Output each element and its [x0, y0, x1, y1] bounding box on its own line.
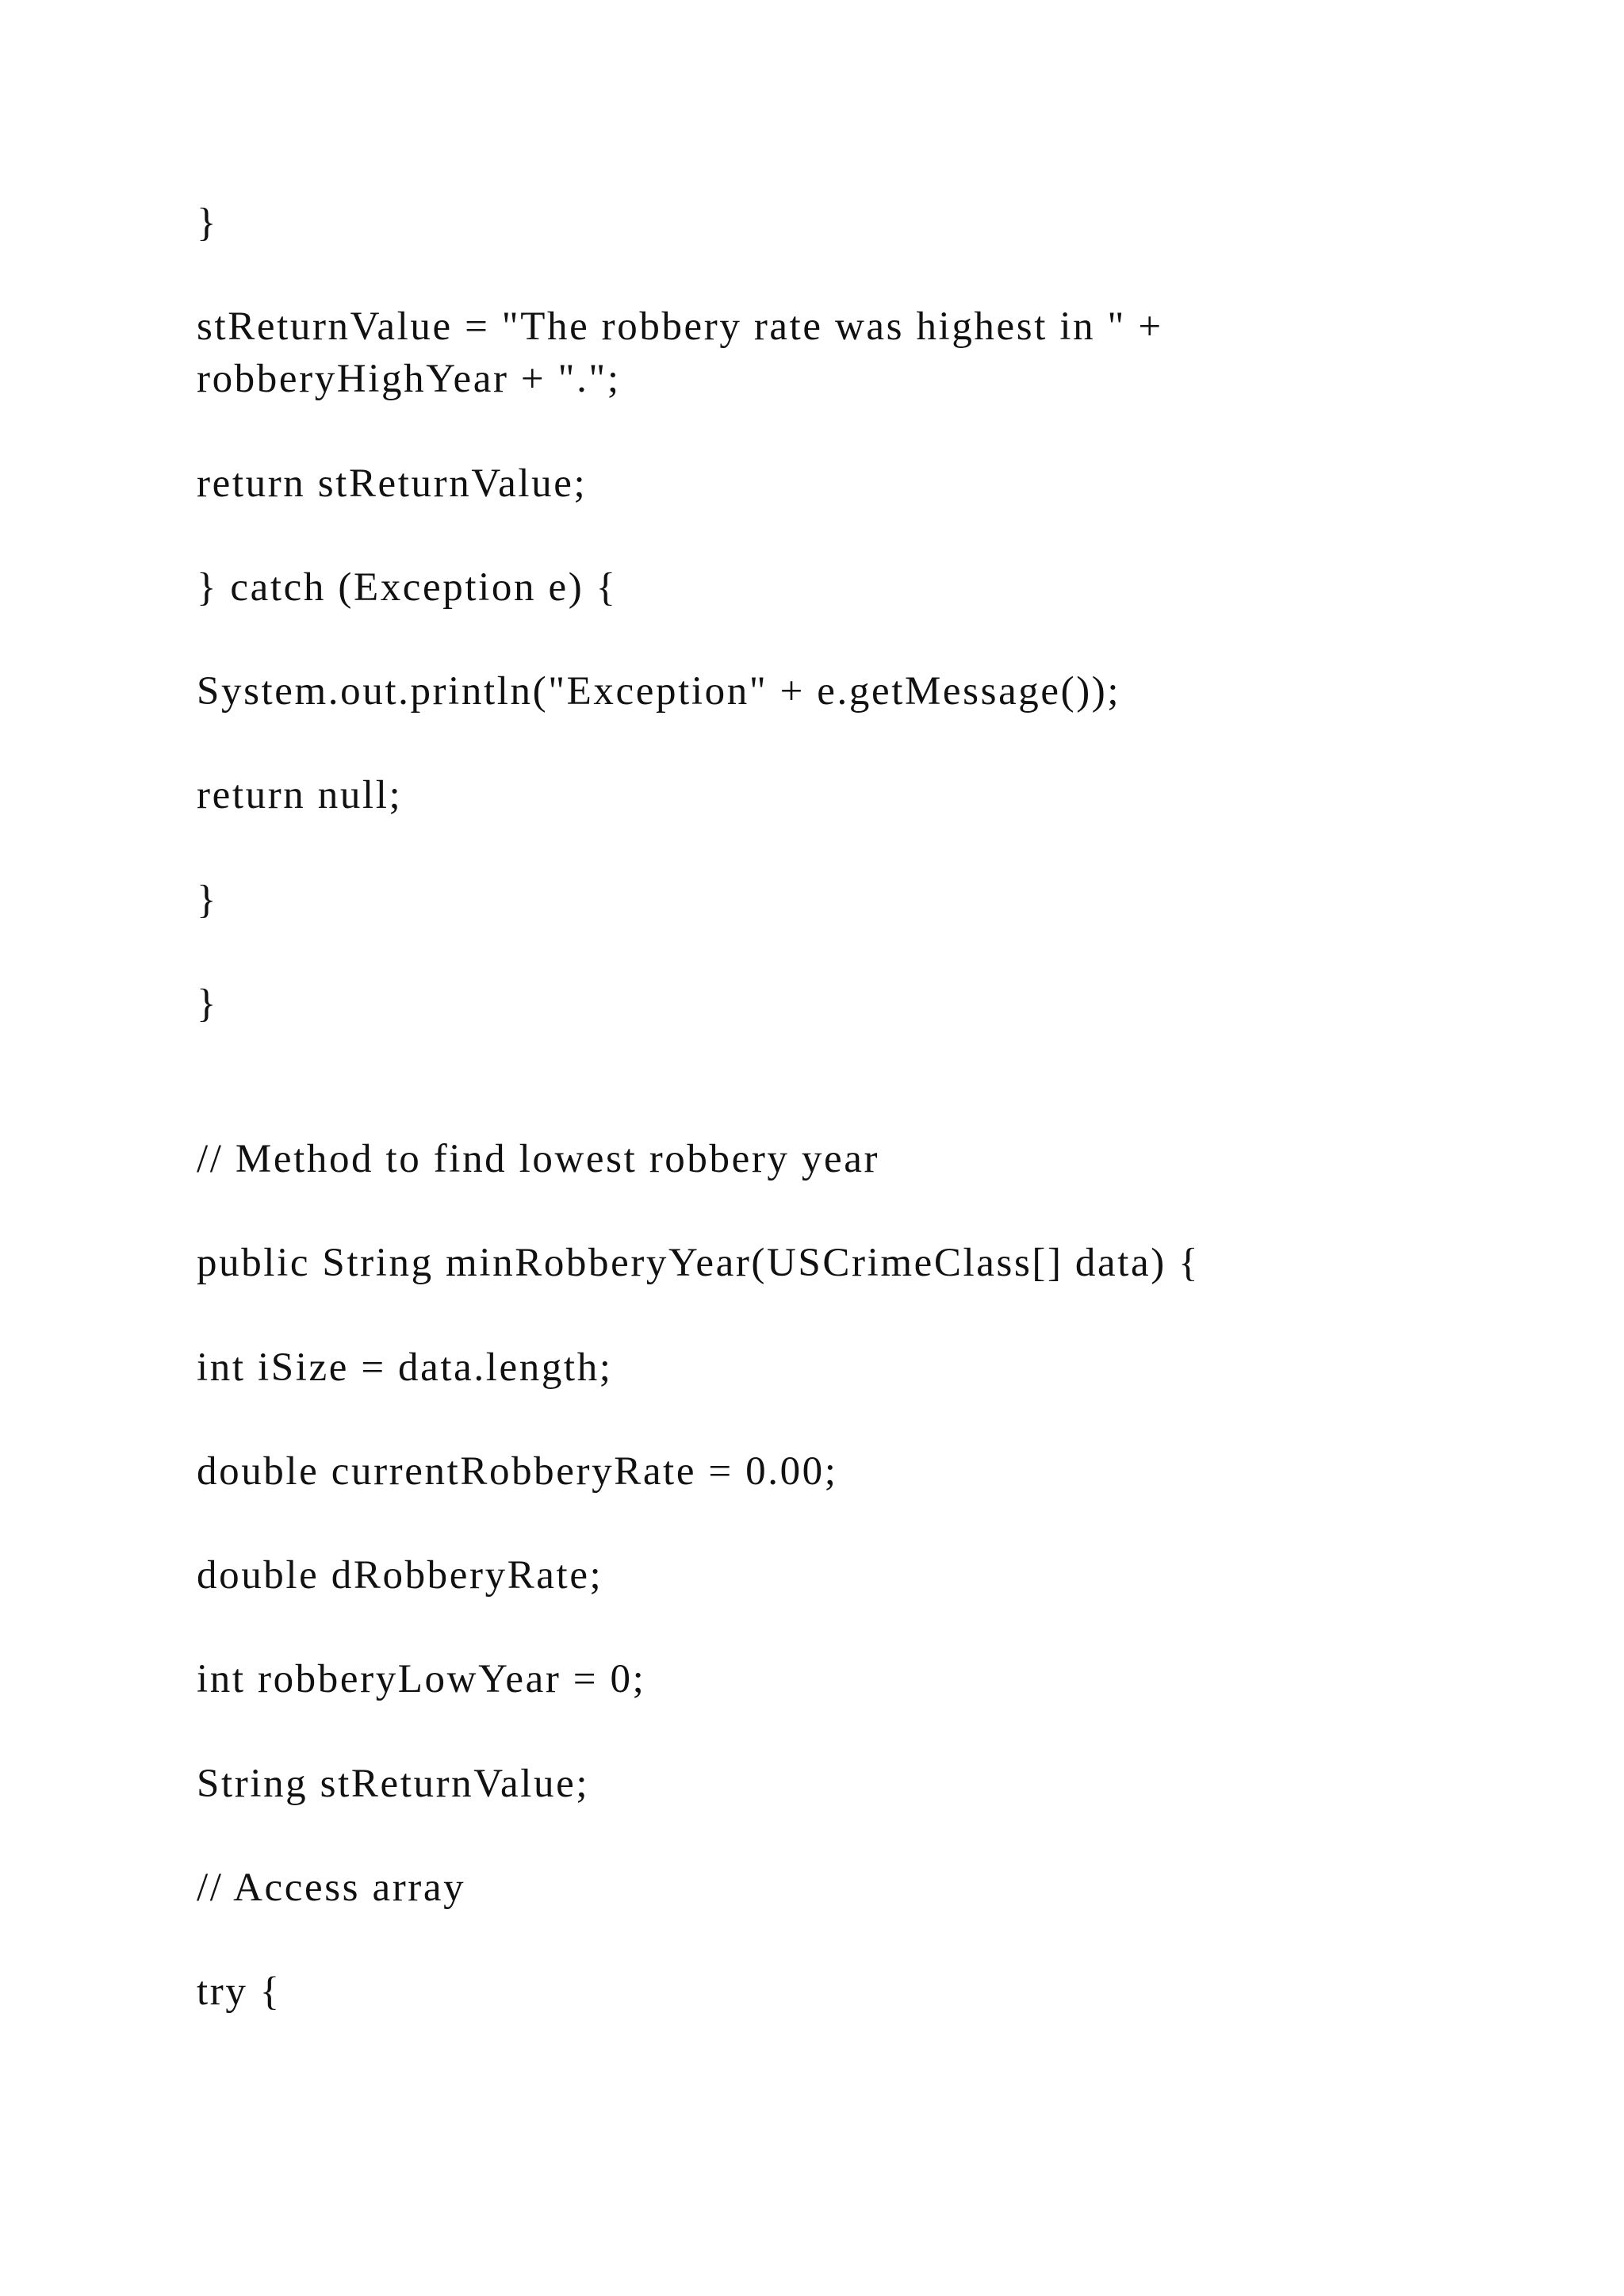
code-line-method-signature: public String minRobberyYear(USCrimeClass[] data) { — [197, 1241, 1201, 1285]
code-line-3: robberyHighYear + "."; — [197, 357, 621, 401]
code-line-4: return stReturnValue; — [197, 461, 588, 506]
code-line-13: double currentRobberyRate = 0.00; — [197, 1449, 838, 1494]
code-comment-method: // Method to find lowest robbery year — [197, 1137, 880, 1181]
code-line-12: int iSize = data.length; — [197, 1345, 613, 1390]
code-line-18: try { — [197, 1969, 282, 2014]
code-line-5: } catch (Exception e) { — [197, 565, 618, 610]
code-comment-access: // Access array — [197, 1866, 466, 1910]
code-line-8: } — [197, 878, 219, 922]
code-line-15: int robberyLowYear = 0; — [197, 1657, 646, 1701]
code-line-7: return null; — [197, 773, 403, 817]
code-line-14: double dRobberyRate; — [197, 1553, 603, 1598]
code-line-1: } — [197, 201, 219, 245]
code-line-9: } — [197, 982, 219, 1026]
code-line-6: System.out.println("Exception" + e.getMessage()); — [197, 669, 1121, 714]
code-line-16: String stReturnValue; — [197, 1762, 590, 1806]
code-line-2: stReturnValue = "The robbery rate was highest in " + — [197, 304, 1163, 349]
